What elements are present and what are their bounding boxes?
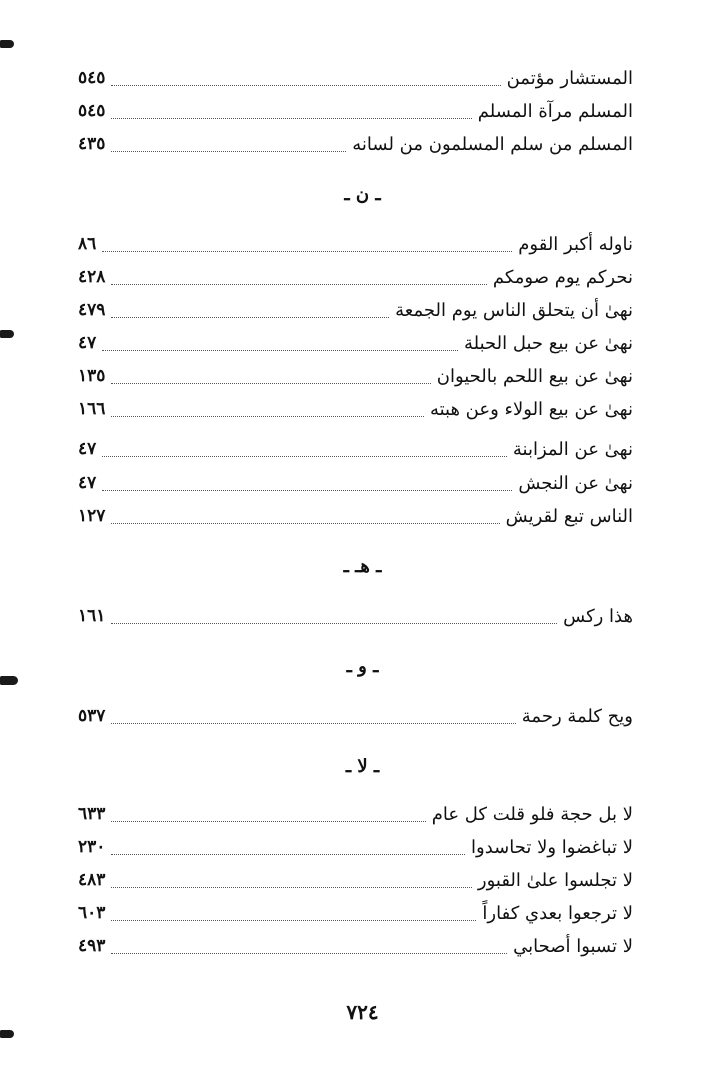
- entry-page: ١٢٧: [78, 506, 106, 526]
- dot-leader: [102, 251, 512, 252]
- entry-text: نهىٰ عن بيع حبل الحبلة: [464, 332, 633, 354]
- page-number: ٧٢٤: [346, 1000, 379, 1024]
- section-heading: ـ و ـ: [346, 656, 379, 677]
- entry-page: ١٦٦: [78, 399, 106, 419]
- dot-leader: [102, 456, 507, 457]
- entry-text: الناس تبع لقريش: [505, 505, 633, 527]
- index-entry: [78, 294, 633, 326]
- dot-leader: [111, 523, 499, 524]
- scan-edge-mark: [0, 1030, 14, 1038]
- entry-page: ٦٠٣: [78, 903, 106, 923]
- entry-text: لا تباغضوا ولا تحاسدوا: [471, 836, 633, 858]
- entry-page: ٥٤٥: [78, 68, 106, 88]
- entry-page: ١٣٥: [78, 366, 106, 386]
- dot-leader: [111, 623, 557, 624]
- entry-page: ٤٢٨: [78, 267, 106, 287]
- entry-text: ناوله أكبر القوم: [518, 233, 633, 255]
- index-entry: [78, 228, 633, 260]
- entry-text: المستشار مؤتمن: [506, 67, 633, 89]
- entry-text: هذا ركس: [563, 605, 633, 627]
- index-entry: [78, 864, 633, 896]
- dot-leader: [111, 383, 430, 384]
- index-entry: [78, 393, 633, 425]
- dot-leader: [111, 854, 465, 855]
- index-entry: [78, 128, 633, 160]
- entry-page: ٤٧: [78, 473, 97, 493]
- index-entry: [78, 62, 633, 94]
- dot-leader: [111, 85, 500, 86]
- scan-edge-mark: [0, 330, 14, 338]
- dot-leader: [111, 821, 425, 822]
- dot-leader: [111, 317, 389, 318]
- index-entry: [78, 897, 633, 929]
- entry-text: نهىٰ عن النجش: [518, 472, 633, 494]
- dot-leader: [111, 118, 471, 119]
- entry-text: لا بل حجة فلو قلت كل عام: [431, 803, 633, 825]
- index-entry: [78, 600, 633, 632]
- index-entry: [78, 360, 633, 392]
- index-entry: [78, 433, 633, 465]
- index-entry: [78, 700, 633, 732]
- entry-text: نهىٰ عن بيع الولاء وعن هبته: [429, 398, 633, 420]
- index-entry: [78, 500, 633, 532]
- entry-page: ٢٣٠: [78, 837, 106, 857]
- entry-text: نحركم يوم صومكم: [492, 266, 633, 288]
- entry-text: نهىٰ أن يتحلق الناس يوم الجمعة: [395, 299, 633, 321]
- entry-text: المسلم من سلم المسلمون من لسانه: [352, 133, 633, 155]
- index-entry: [78, 798, 633, 830]
- index-entry: [78, 467, 633, 499]
- entry-page: ٥٣٧: [78, 706, 106, 726]
- entry-text: لا ترجعوا بعدي كفاراً: [482, 902, 633, 924]
- entry-page: ٥٤٥: [78, 101, 106, 121]
- scan-edge-mark: [0, 40, 14, 48]
- section-heading: ـ هـ ـ: [343, 556, 382, 577]
- entry-page: ٤٧٩: [78, 300, 106, 320]
- dot-leader: [102, 350, 458, 351]
- dot-leader: [111, 284, 486, 285]
- entry-text: لا تجلسوا علىٰ القبور: [477, 869, 633, 891]
- dot-leader: [111, 723, 515, 724]
- entry-page: ٨٦: [78, 234, 97, 254]
- entry-text: ويح كلمة رحمة: [521, 705, 633, 727]
- section-heading: ـ لا ـ: [345, 756, 380, 777]
- entry-page: ٤٩٣: [78, 936, 106, 956]
- dot-leader: [111, 953, 507, 954]
- index-entry: [78, 95, 633, 127]
- entry-page: ٦٣٣: [78, 804, 106, 824]
- dot-leader: [111, 416, 424, 417]
- index-entry: [78, 930, 633, 962]
- entry-text: نهىٰ عن المزابنة: [512, 438, 633, 460]
- entry-page: ٤٧: [78, 439, 97, 459]
- entry-page: ٤٣٥: [78, 134, 106, 154]
- entry-page: ١٦١: [78, 606, 106, 626]
- index-entry: [78, 261, 633, 293]
- section-heading: ـ ن ـ: [344, 184, 381, 205]
- dot-leader: [102, 490, 512, 491]
- dot-leader: [111, 887, 472, 888]
- entry-text: المسلم مرآة المسلم: [477, 100, 633, 122]
- entry-page: ٤٧: [78, 333, 97, 353]
- entry-page: ٤٨٣: [78, 870, 106, 890]
- index-entry: [78, 327, 633, 359]
- dot-leader: [111, 151, 346, 152]
- entry-text: نهىٰ عن بيع اللحم بالحيوان: [436, 365, 633, 387]
- dot-leader: [111, 920, 476, 921]
- index-entry: [78, 831, 633, 863]
- entry-text: لا تسبوا أصحابي: [513, 935, 633, 957]
